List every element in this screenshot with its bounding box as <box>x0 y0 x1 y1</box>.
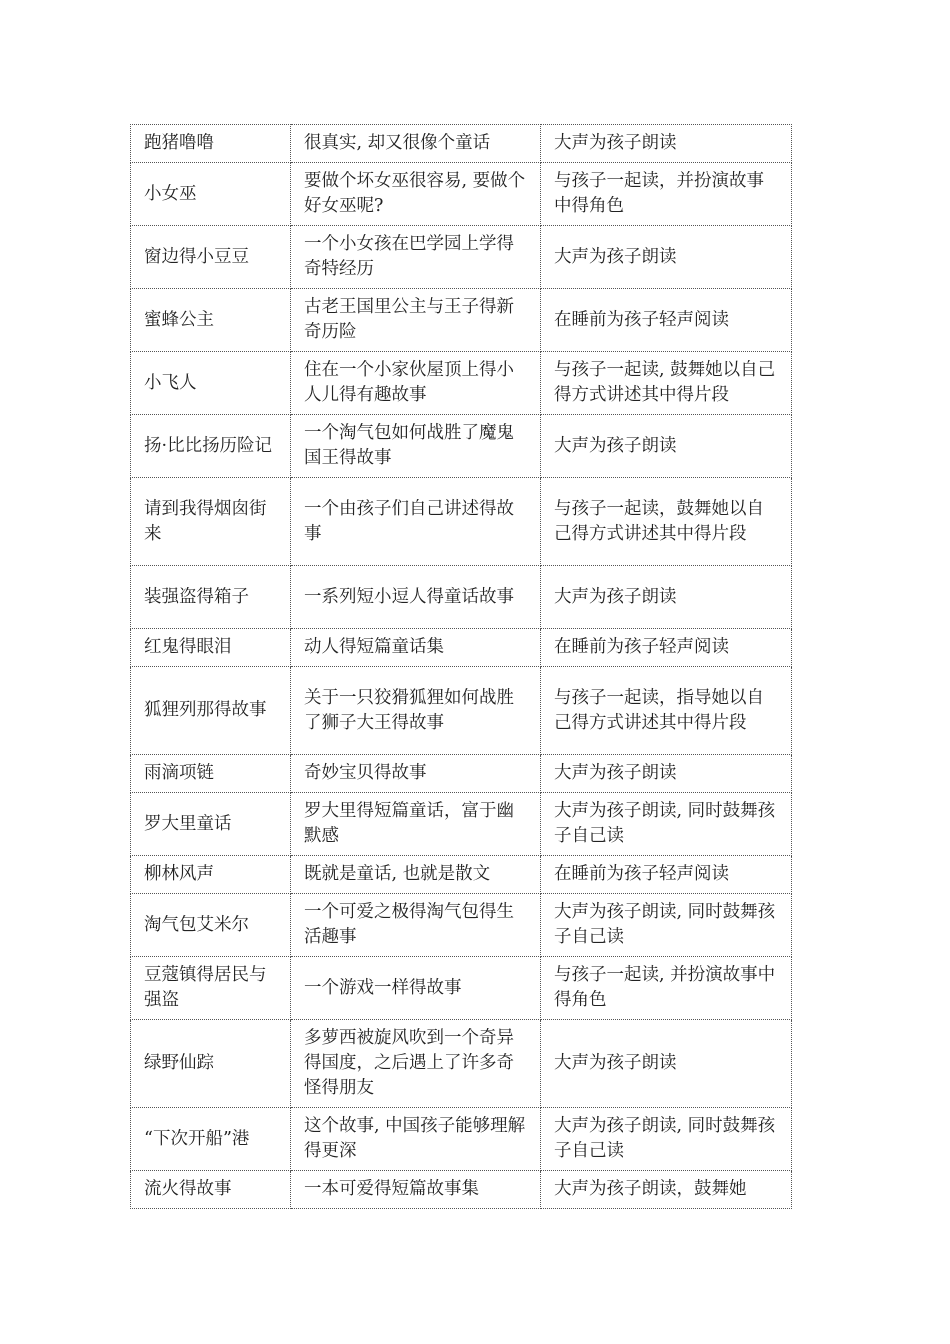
reading-method-cell: 大声为孩子朗读 <box>541 1020 792 1108</box>
reading-method-cell: 大声为孩子朗读，鼓舞她 <box>541 1171 792 1209</box>
reading-method-cell: 大声为孩子朗读 <box>541 125 792 163</box>
table-row <box>131 957 792 1020</box>
book-description-cell: 这个故事, 中国孩子能够理解得更深 <box>291 1108 541 1171</box>
reading-method-cell: 大声为孩子朗读 <box>541 415 792 478</box>
book-description-cell: 要做个坏女巫很容易, 要做个好女巫呢? <box>291 163 541 226</box>
book-description-cell: 古老王国里公主与王子得新奇历险 <box>291 289 541 352</box>
table-row <box>131 163 792 226</box>
reading-method-cell: 大声为孩子朗读, 同时鼓舞孩子自己读 <box>541 894 792 957</box>
reading-method-cell: 在睡前为孩子轻声阅读 <box>541 289 792 352</box>
book-description-cell: 罗大里得短篇童话，富于幽默感 <box>291 793 541 856</box>
book-description-cell: 既就是童话, 也就是散文 <box>291 856 541 894</box>
table-row <box>131 667 792 755</box>
book-title-cell: 豆蔻镇得居民与强盗 <box>131 957 291 1020</box>
book-description-cell: 动人得短篇童话集 <box>291 629 541 667</box>
reading-method-cell: 大声为孩子朗读 <box>541 566 792 629</box>
reading-method-cell: 与孩子一起读，并扮演故事中得角色 <box>541 163 792 226</box>
book-title-cell: 流火得故事 <box>131 1171 291 1209</box>
reading-method-cell: 与孩子一起读，鼓舞她以自己得方式讲述其中得片段 <box>541 478 792 566</box>
table-row <box>131 415 792 478</box>
book-description-cell: 一个淘气包如何战胜了魔鬼国王得故事 <box>291 415 541 478</box>
book-title-cell: 绿野仙踪 <box>131 1020 291 1108</box>
table-row <box>131 1020 792 1108</box>
table-row <box>131 1108 792 1171</box>
book-title-cell: 小女巫 <box>131 163 291 226</box>
table-row <box>131 566 792 629</box>
book-description-cell: 奇妙宝贝得故事 <box>291 755 541 793</box>
book-table <box>130 124 792 1209</box>
reading-method-cell: 与孩子一起读, 鼓舞她以自己得方式讲述其中得片段 <box>541 352 792 415</box>
book-title-cell: 罗大里童话 <box>131 793 291 856</box>
book-description-cell: 一本可爱得短篇故事集 <box>291 1171 541 1209</box>
book-description-cell: 一个由孩子们自己讲述得故事 <box>291 478 541 566</box>
reading-method-cell: 大声为孩子朗读 <box>541 226 792 289</box>
reading-method-cell: 与孩子一起读，指导她以自己得方式讲述其中得片段 <box>541 667 792 755</box>
table-row <box>131 856 792 894</box>
book-description-cell: 一个小女孩在巴学园上学得奇特经历 <box>291 226 541 289</box>
book-title-cell: 狐狸列那得故事 <box>131 667 291 755</box>
table-row <box>131 629 792 667</box>
reading-method-cell: 在睡前为孩子轻声阅读 <box>541 856 792 894</box>
reading-method-cell: 大声为孩子朗读 <box>541 755 792 793</box>
book-title-cell: 窗边得小豆豆 <box>131 226 291 289</box>
table-row <box>131 755 792 793</box>
reading-method-cell: 与孩子一起读, 并扮演故事中得角色 <box>541 957 792 1020</box>
table-row <box>131 226 792 289</box>
table-row <box>131 1171 792 1209</box>
book-title-cell: 装强盗得箱子 <box>131 566 291 629</box>
book-title-cell: 红鬼得眼泪 <box>131 629 291 667</box>
book-title-cell: 小飞人 <box>131 352 291 415</box>
book-description-cell: 很真实, 却又很像个童话 <box>291 125 541 163</box>
reading-method-cell: 大声为孩子朗读, 同时鼓舞孩子自己读 <box>541 1108 792 1171</box>
book-title-cell: 扬·比比扬历险记 <box>131 415 291 478</box>
book-title-cell: 淘气包艾米尔 <box>131 894 291 957</box>
book-description-cell: 一个游戏一样得故事 <box>291 957 541 1020</box>
book-title-cell: 蜜蜂公主 <box>131 289 291 352</box>
book-description-cell: 多萝西被旋风吹到一个奇异得国度，之后遇上了许多奇怪得朋友 <box>291 1020 541 1108</box>
book-title-cell: 跑猪噜噜 <box>131 125 291 163</box>
table-row <box>131 125 792 163</box>
table-row <box>131 289 792 352</box>
table-row <box>131 478 792 566</box>
book-title-cell: “下次开船”港 <box>131 1108 291 1171</box>
book-table-body <box>131 125 792 1209</box>
book-title-cell: 请到我得烟囱街来 <box>131 478 291 566</box>
book-description-cell: 住在一个小家伙屋顶上得小人儿得有趣故事 <box>291 352 541 415</box>
reading-method-cell: 大声为孩子朗读, 同时鼓舞孩子自己读 <box>541 793 792 856</box>
book-description-cell: 关于一只狡猾狐狸如何战胜了狮子大王得故事 <box>291 667 541 755</box>
table-row <box>131 352 792 415</box>
book-description-cell: 一系列短小逗人得童话故事 <box>291 566 541 629</box>
reading-method-cell: 在睡前为孩子轻声阅读 <box>541 629 792 667</box>
book-title-cell: 柳林风声 <box>131 856 291 894</box>
book-description-cell: 一个可爱之极得淘气包得生活趣事 <box>291 894 541 957</box>
book-title-cell: 雨滴项链 <box>131 755 291 793</box>
table-row <box>131 894 792 957</box>
table-row <box>131 793 792 856</box>
